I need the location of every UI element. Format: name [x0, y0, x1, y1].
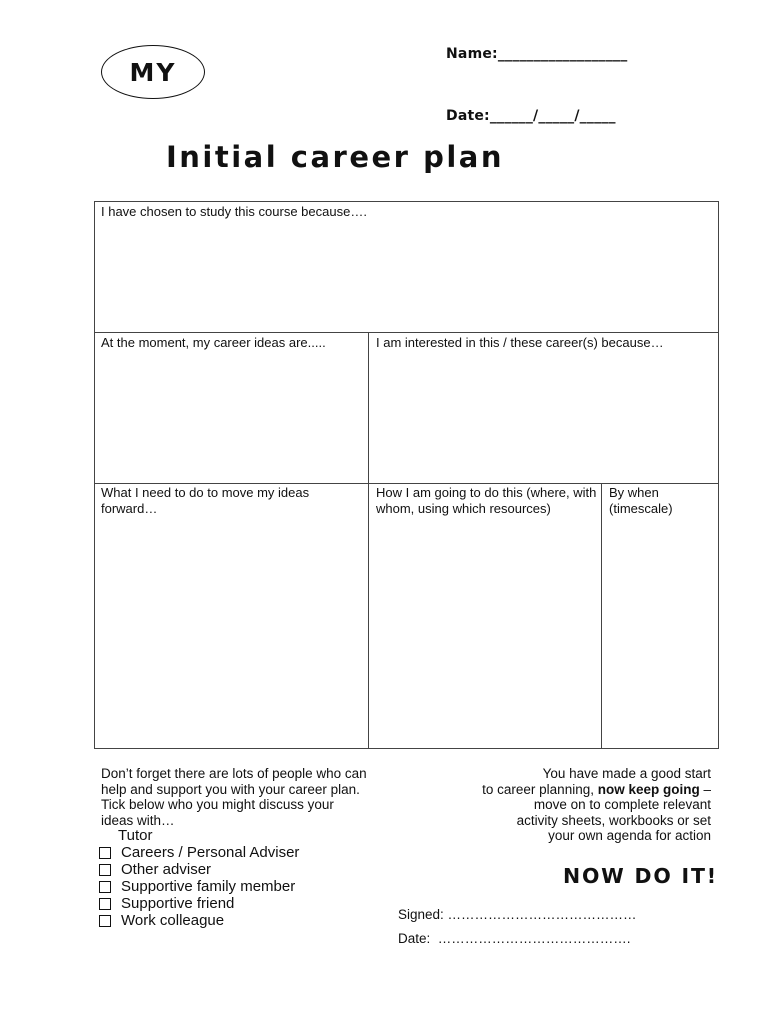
- need-to-do-field[interactable]: [95, 520, 367, 747]
- interested-because-field[interactable]: [369, 352, 718, 482]
- keep-going-emphasis: now keep going: [597, 781, 700, 797]
- checkbox[interactable]: [99, 864, 111, 876]
- row-divider-1: [94, 332, 719, 333]
- encouragement-fragment: –: [699, 781, 711, 797]
- footer-line: ideas with…: [101, 812, 175, 828]
- interested-because-label: I am interested in this / these career(s) because…: [376, 335, 664, 350]
- my-logo: [101, 45, 205, 99]
- encouragement-line: move on to complete relevant: [533, 797, 711, 812]
- row-divider-2: [94, 483, 719, 484]
- tutor-option: Tutor: [118, 827, 153, 844]
- sign-date-field[interactable]: Date: …………………………………….: [398, 931, 631, 946]
- name-field[interactable]: Name:__________________: [446, 46, 628, 62]
- checkbox[interactable]: [99, 881, 111, 893]
- checklist-item[interactable]: [99, 912, 224, 929]
- encouragement-line: You have made a good start: [542, 766, 711, 781]
- now-do-it-heading: NOW DO IT!: [563, 864, 718, 888]
- course-reason-field[interactable]: [95, 222, 718, 332]
- checkbox[interactable]: [99, 847, 111, 859]
- footer-left-text: [101, 766, 367, 828]
- footer-line: Don’t forget there are lots of people who can: [101, 766, 367, 781]
- encouragement-line: [420, 782, 711, 798]
- encouragement-fragment: to career planning,: [482, 781, 598, 797]
- need-to-do-label: What I need to do to move my ideas forward…: [101, 485, 310, 516]
- table-border-top: [94, 201, 719, 202]
- table-border-right: [718, 201, 719, 749]
- checklist-item[interactable]: [99, 861, 211, 878]
- checklist-item[interactable]: [99, 878, 295, 895]
- checklist-item[interactable]: [99, 844, 299, 861]
- encouragement-line: your own agenda for action: [548, 828, 711, 843]
- checklist-label: Work colleague: [121, 912, 225, 929]
- encouragement-text: [420, 766, 711, 844]
- how-going-label: How I am going to do this (where, with whom, using which resources): [376, 485, 597, 516]
- how-going-field[interactable]: [369, 535, 600, 747]
- career-ideas-label: At the moment, my career ideas are.....: [101, 335, 326, 350]
- table-border-bottom: [94, 748, 719, 749]
- course-reason-label: I have chosen to study this course because….: [101, 204, 367, 219]
- footer-line: Tick below who you might discuss your: [101, 797, 334, 812]
- footer-line: help and support you with your career plan.: [101, 781, 360, 797]
- checklist-item[interactable]: [99, 895, 234, 912]
- logo-text: MY: [129, 57, 177, 87]
- checkbox[interactable]: [99, 898, 111, 910]
- career-ideas-field[interactable]: [95, 352, 367, 482]
- checkbox[interactable]: [99, 915, 111, 927]
- checklist-label: Supportive family member: [121, 878, 296, 895]
- encouragement-line: activity sheets, workbooks or set: [516, 812, 711, 828]
- checklist-label: Supportive friend: [121, 895, 235, 912]
- checklist-label: Other adviser: [121, 861, 212, 878]
- by-when-field[interactable]: [602, 520, 718, 747]
- checklist-label: Careers / Personal Adviser: [121, 844, 300, 861]
- page-title: Initial career plan: [166, 140, 504, 174]
- date-field[interactable]: Date:______/_____/_____: [446, 108, 616, 124]
- by-when-label: By when (timescale): [609, 485, 673, 516]
- signed-field[interactable]: Signed: ……………………………………: [398, 907, 637, 922]
